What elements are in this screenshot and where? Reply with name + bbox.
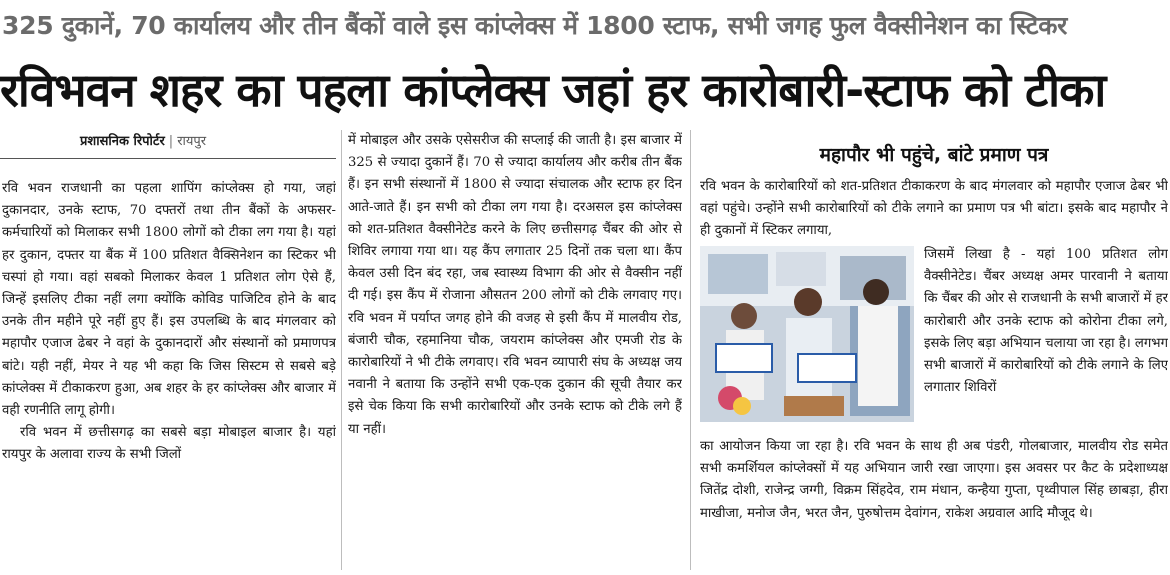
article-column-3-right [924,244,1168,434]
article-column-3-top [700,176,1168,244]
column-divider-1 [341,130,342,570]
sub-headline: महापौर भी पहुंचे, बांटे प्रमाण पत्र [819,144,1049,166]
byline-reporter: प्रशासनिक रिपोर्टर [80,134,165,149]
column3-bottom-text: का आयोजन किया जा रहा है। रवि भवन के साथ ही अब पंडरी, गोलबाजार, मालवीय रोड समेत सभी कमर्शियल कांप्लेक्सों में यह अभियान जारी रखा जाएगा। इस अवसर पर कैट के प्रदेशाध्यक्ष जितेंद्र दोशी, राजेन्द्र जग्गी, विक्रम सिंहदेव, राम मंधान, कन्हैया गुप्ता, पृथ्वीपाल सिंह छाबड़ा, हीरा माखीजा, मनोज जैन, भरत जैन, पुरुषोत्तम देवांगन, राकेश अग्रवाल आदि मौजूद थे। [700,439,1168,521]
column1-paragraph-2: रवि भवन में छत्तीसगढ़ का सबसे बड़ा मोबाइल बाजार है। यहां रायपुर के अलावा राज्य के सभी जिलों [2,425,336,463]
byline-city: रायपुर [177,134,207,149]
byline-separator: | [168,134,174,149]
kicker-headline: 325 दुकानें, 70 कार्यालय और तीन बैंकों वाले इस कांप्लेक्स में 1800 स्टाफ, सभी जगह फुल वैक्सीनेशन का स्टिकर [2,11,1068,40]
column-divider-2 [690,130,691,570]
column1-paragraph-1: रवि भवन राजधानी का पहला शापिंग कांप्लेक्स हो गया, जहां दुकानदार, उनके स्टाफ, 70 दफ्तरों तथा तीन बैंकों के अफसर-कर्मचारियों को मिलाकर सभी 1800 लोगों को टीका लग गया है। यहां हर दुकान, दफ्तर या बैंक में 100 प्रतिशत वैक्सिनेशन का स्टिकर भी चस्पां हो गया। वहां सबको मिलाकर केवल 1 प्रतिशत लोग ऐसे हैं, जिन्हें इसलिए टीका नहीं लगा क्योंकि कोविड पाजिटिव होने के बाद उनके तीन महीने पूरे नहीं हुए हैं। इस उपलब्धि के बाद मंगलवार को महापौर एजाज ढेबर ने वहां के दुकानदारों और संस्थानों को प्रमाणपत्र बांटे। यही नहीं, मेयर ने यह भी कहा कि जिस सिस्टम से सबसे बड़े कांप्लेक्स में टीकाकरण हुआ, अब शहर के हर कांप्लेक्स और बाजार में वही रणनीति लागू होगी। [2,181,336,419]
byline-rule [0,158,336,159]
column3-top-text: रवि भवन के कारोबारियों को शत-प्रतिशत टीकाकरण के बाद मंगलवार को महापौर एजाज ढेबर भी वहां पहुंचे। उन्होंने सभी कारोबारियों को टीके लगाने का प्रमाण पत्र भी बांटा। इसके बाद महापौर ने ही दुकानों में स्टिकर लगाया, [700,179,1168,239]
article-column-1 [2,178,336,570]
article-column-2 [348,130,682,570]
news-photo-illustration [700,246,914,422]
article-column-3-bottom [700,436,1168,570]
news-photo [700,246,914,422]
column2-paragraph-1: में मोबाइल और उसके एसेसरीज की सप्लाई की जाती है। इस बाजार में 325 से ज्यादा दुकानें हैं। 70 से ज्यादा कार्यालय और करीब तीन बैंक हैं। इन सभी संस्थानों में 1800 से ज्यादा संचालक और स्टाफ हर दिन आते-जाते हैं। इन सभी को टीका लग गया है। दरअसल इस कांप्लेक्स को शत-प्रतिशत वैक्सीनेटेड करने के लिए छत्तीसगढ़ चैंबर की ओर से शिविर लगाया गया था। यह कैंप लगातार 25 दिनों तक चला था। कैंप केवल उसी दिन बंद रहा, जब स्वास्थ्य विभाग की ओर से वैक्सीन नहीं दी गई। इस कैंप में रोजाना औसतन 200 लोगों को टीके लगवाए गए। रवि भवन में पर्याप्त जगह होने की वजह से इसी कैंप में मालवीय रोड, बंजारी चौक, रहमानिया चौक, जयराम कांप्लेक्स और एमजी रोड के कारोबारियों ने भी टीके लगवाए। रवि भवन व्यापारी संघ के अध्यक्ष जय नवानी ने बताया कि उन्होंने सभी एक-एक दुकान की सूची तैयार कर इसे चेक किया कि सभी कारोबारियों और उनके स्टाफ को टीके लगे हैं या नहीं। [348,133,682,437]
byline [80,132,340,152]
main-headline: रविभवन शहर का पहला कांप्लेक्स जहां हर कारोबारी-स्टाफ को टीका [0,63,1106,117]
column3-right-text: जिसमें लिखा है - यहां 100 प्रतिशत लोग वैक्सीनेटेड। चैंबर अध्यक्ष अमर पारवानी ने बताया कि चैंबर की ओर से राजधानी के सभी बाजारों में हर कारोबारी और उनके स्टाफ को कोरोना टीका लगे, इसके लिए बड़ा अभियान चलाया जा रहा है। लगभग सभी बाजारों में कारोबारियों को टीके लगाने के लिए लगातार शिविरों [924,247,1168,396]
